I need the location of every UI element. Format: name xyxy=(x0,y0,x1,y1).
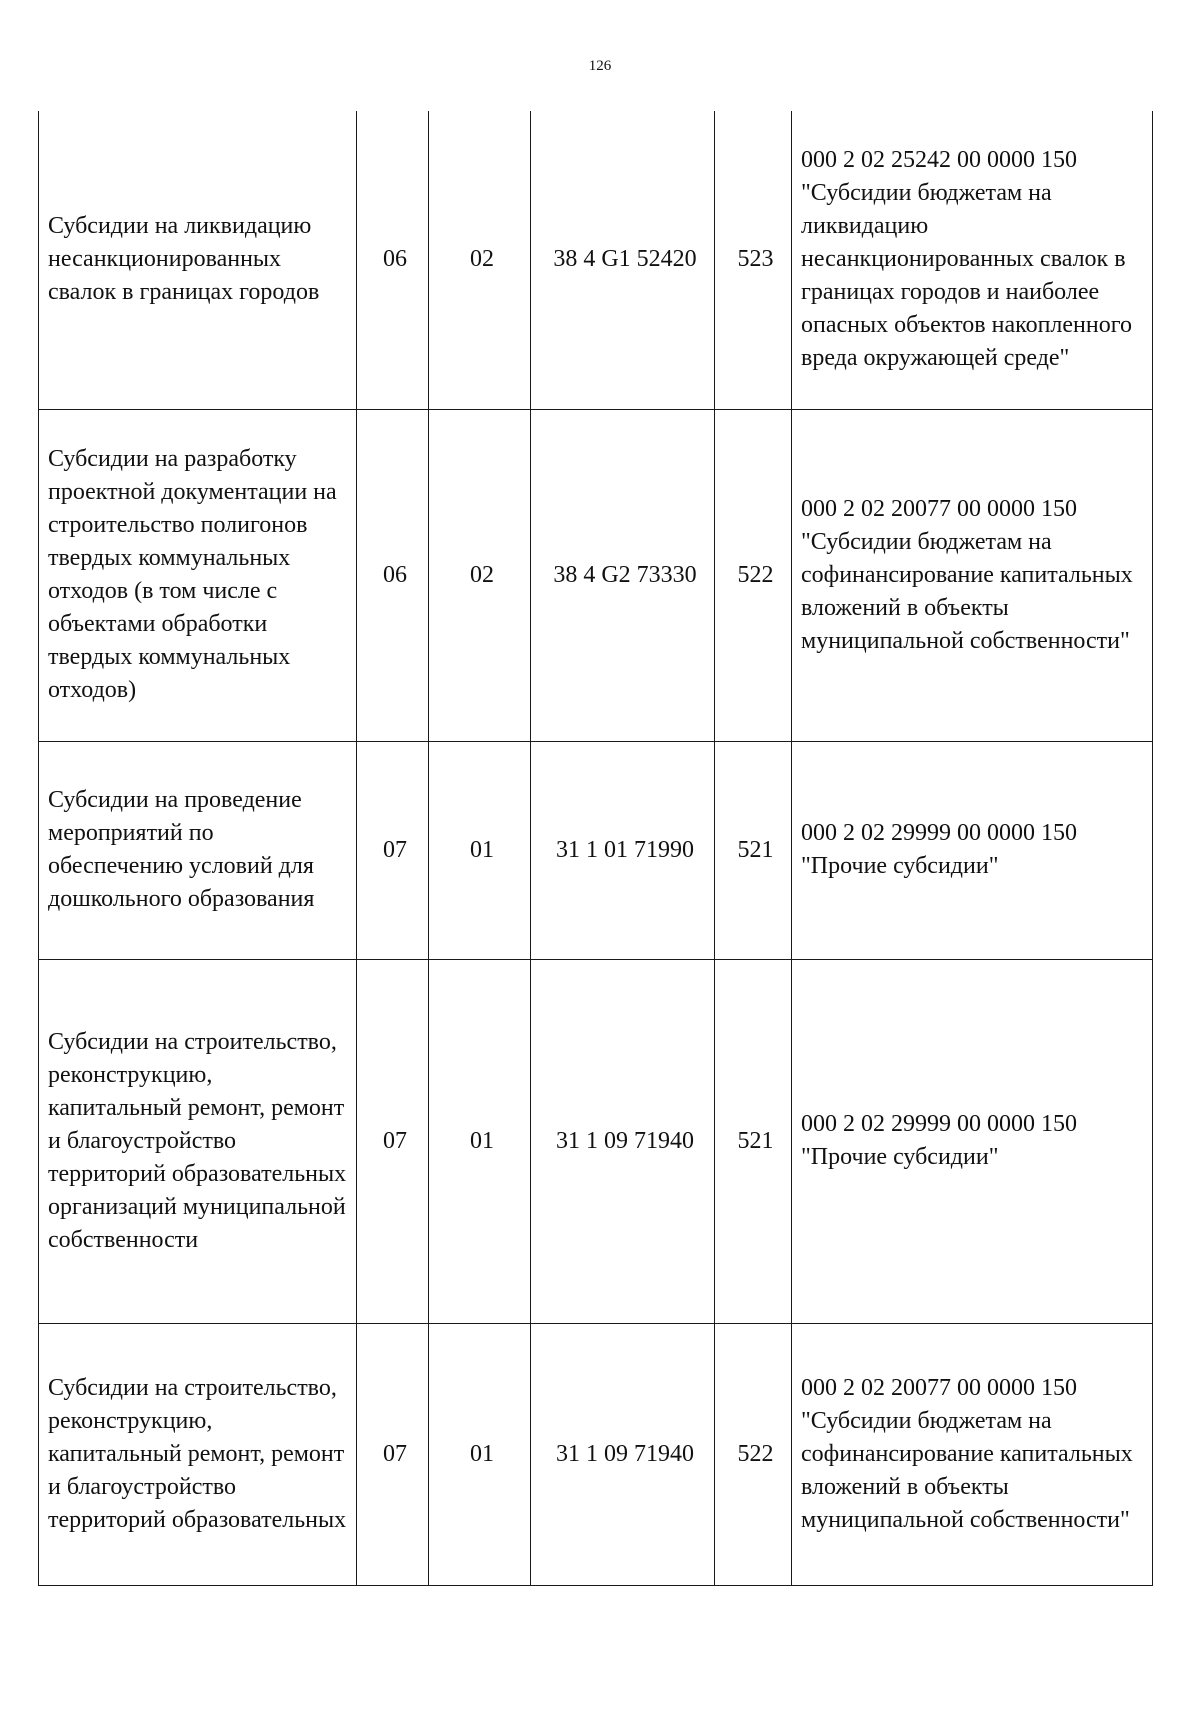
section-cell: 07 xyxy=(357,1323,429,1585)
income-code-cell: 000 2 02 29999 00 0000 150 "Прочие субсидии" xyxy=(792,959,1153,1323)
target-article-cell: 38 4 G1 52420 xyxy=(531,111,715,409)
income-code-cell: 000 2 02 20077 00 0000 150 "Субсидии бюджетам на софинансирование капитальных вложений в объекты муниципальной собственности" xyxy=(792,409,1153,741)
section-cell: 06 xyxy=(357,111,429,409)
subsection-cell: 02 xyxy=(429,409,531,741)
target-article-cell: 31 1 09 71940 xyxy=(531,959,715,1323)
subsection-cell: 02 xyxy=(429,111,531,409)
row-name-cell: Субсидии на строительство, реконструкцию, капитальный ремонт, ремонт и благоустройство территорий образовательных xyxy=(39,1323,357,1585)
page-number: 126 xyxy=(588,58,612,74)
budget-table xyxy=(38,111,1153,1586)
row-name-cell: Субсидии на ликвидацию несанкционированных свалок в границах городов xyxy=(39,111,357,409)
row-name-cell: Субсидии на проведение мероприятий по обеспечению условий для дошкольного образования xyxy=(39,741,357,959)
subsection-cell: 01 xyxy=(429,959,531,1323)
expense-type-cell: 522 xyxy=(715,1323,792,1585)
target-article-cell: 38 4 G2 73330 xyxy=(531,409,715,741)
table-row xyxy=(39,409,1153,741)
section-cell: 06 xyxy=(357,409,429,741)
income-code-cell: 000 2 02 20077 00 0000 150 "Субсидии бюджетам на софинансирование капитальных вложений в объекты муниципальной собственности" xyxy=(792,1323,1153,1585)
target-article-cell: 31 1 09 71940 xyxy=(531,1323,715,1585)
expense-type-cell: 522 xyxy=(715,409,792,741)
section-cell: 07 xyxy=(357,741,429,959)
table-row xyxy=(39,741,1153,959)
row-name-cell: Субсидии на разработку проектной документации на строительство полигонов твердых коммунальных отходов (в том числе с объектами обработки твердых коммунальных отходов) xyxy=(39,409,357,741)
row-name-cell: Субсидии на строительство, реконструкцию, капитальный ремонт, ремонт и благоустройство территорий образовательных организаций муниципальной собственности xyxy=(39,959,357,1323)
table-row xyxy=(39,1323,1153,1585)
subsection-cell: 01 xyxy=(429,741,531,959)
subsection-cell: 01 xyxy=(429,1323,531,1585)
table-row xyxy=(39,111,1153,409)
expense-type-cell: 521 xyxy=(715,959,792,1323)
section-cell: 07 xyxy=(357,959,429,1323)
expense-type-cell: 521 xyxy=(715,741,792,959)
income-code-cell: 000 2 02 29999 00 0000 150 "Прочие субсидии" xyxy=(792,741,1153,959)
table-row xyxy=(39,959,1153,1323)
expense-type-cell: 523 xyxy=(715,111,792,409)
income-code-cell: 000 2 02 25242 00 0000 150 "Субсидии бюджетам на ликвидацию несанкционированных свалок в границах городов и наиболее опасных объектов накопленного вреда окружающей среде" xyxy=(792,111,1153,409)
target-article-cell: 31 1 01 71990 xyxy=(531,741,715,959)
